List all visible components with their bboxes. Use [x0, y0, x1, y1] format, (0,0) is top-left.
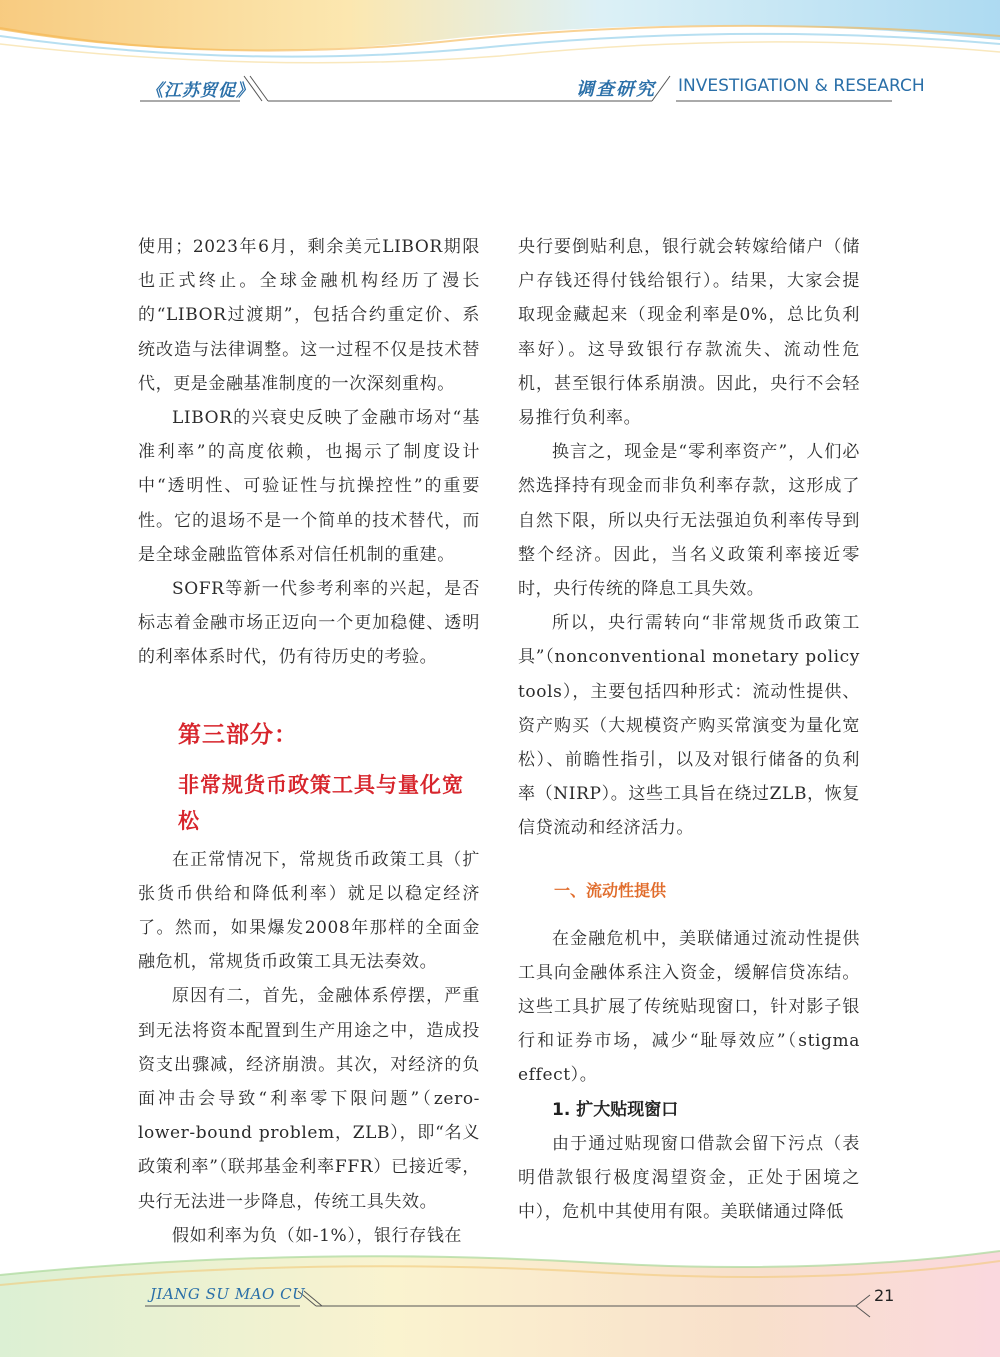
section-title-en: INVESTIGATION & RESEARCH: [678, 76, 925, 96]
item-heading: 1. 扩大贴现窗口: [552, 1099, 679, 1120]
part-title: 第三部分：: [178, 721, 298, 748]
section-heading: 一、流动性提供: [554, 880, 667, 900]
paragraph: 央行要倒贴利息，银行就会转嫁给储户（储户存钱还得付钱给银行）。结果，大家会提取现金藏起来（现金利率是0%，总比负利率好）。这导致银行存款流失、流动性危机，甚至银行体系崩溃。因此，央行不会轻易推行负利率。: [518, 237, 860, 429]
paragraph: 在金融危机中，美联储通过流动性提供工具向金融体系注入资金，缓解信贷冻结。这些工具扩展了传统贴现窗口，针对影子银行和证券市场，减少“耻辱效应”（stigma effect）。: [518, 928, 860, 1086]
part-subtitle: 非常规货币政策工具与量化宽松: [178, 772, 464, 833]
paragraph: 由于通过贴现窗口借款会留下污点（表明借款银行极度渴望资金，正处于困境之中），危机中其使用有限。美联储通过降低: [518, 1133, 860, 1223]
footer-journal-name: JIANG SU MAO CU: [150, 1285, 306, 1303]
paragraph: 所以，央行需转向“非常规货币政策工具”（nonconventional monetary policy tools），主要包括四种形式：流动性提供、资产购买（大规模资产购买常演变为量化宽松）、前瞻性指引，以及对银行储备的负利率（NIRP）。这些工具旨在绕过ZLB，恢复信贷流动和经济活力。: [518, 613, 860, 839]
page-number: 21: [874, 1286, 895, 1305]
section-title-cn: 调查研究: [576, 79, 656, 100]
left-column: [138, 230, 480, 1253]
paragraph: 使用；2023年6月，剩余美元LIBOR期限也正式终止。全球金融机构经历了漫长的“LIBOR过渡期”，包括合约重定价、系统改造与法律调整。这一过程不仅是技术替代，更是金融基准制度的一次深刻重构。: [138, 237, 480, 394]
magazine-brand: 《江苏贸促》: [146, 81, 254, 101]
paragraph: 原因有二，首先，金融体系停摆，严重到无法将资本配置到生产用途之中，造成投资支出骤减，经济崩溃。其次，对经济的负面冲击会导致“利率零下限问题”（zero-lower-bound problem，ZLB），即“名义政策利率”（联邦基金利率FFR）已接近零，央行无法进一步降息，传统工具失效。: [138, 986, 480, 1212]
paragraph: LIBOR的兴衰史反映了金融市场对“基准利率”的高度依赖，也揭示了制度设计中“透明性、可验证性与抗操控性”的重要性。它的退场不是一个简单的技术替代，而是全球金融监管体系对信任机制的重建。: [138, 408, 480, 565]
paragraph: 在正常情况下，常规货币政策工具（扩张货币供给和降低利率）就足以稳定经济了。然而，如果爆发2008年那样的全面金融危机，常规货币政策工具无法奏效。: [138, 849, 480, 973]
right-column: [518, 230, 860, 1229]
paragraph: 假如利率为负（如-1%），银行存钱在: [172, 1225, 463, 1246]
paragraph: 换言之，现金是“零利率资产”，人们必然选择持有现金而非负利率存款，这形成了自然下限，所以央行无法强迫负利率传导到整个经济。因此，当名义政策利率接近零时，央行传统的降息工具失效。: [518, 442, 860, 600]
paragraph: SOFR等新一代参考利率的兴起，是否标志着金融市场正迈向一个更加稳健、透明的利率体系时代，仍有待历史的考验。: [138, 579, 480, 668]
